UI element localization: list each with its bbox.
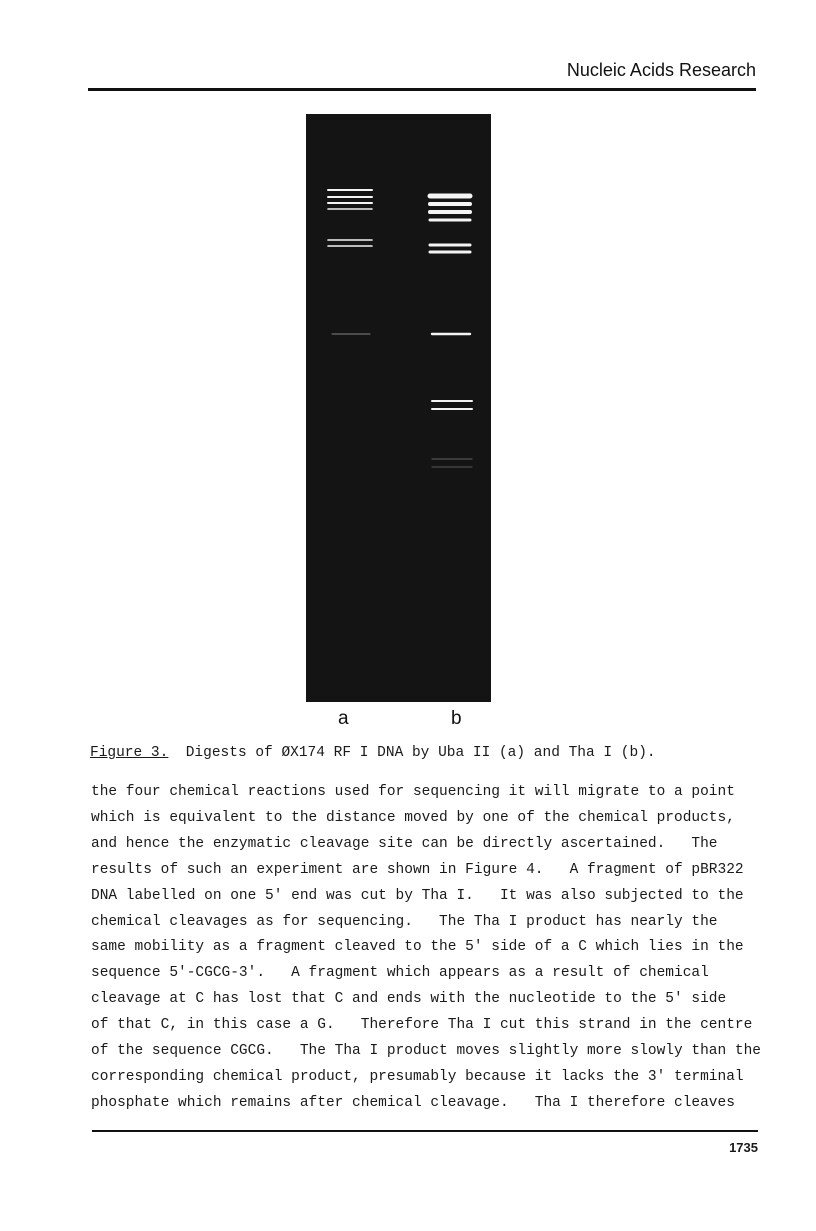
body-line: chemical cleavages as for sequencing. The Tha I product has nearly the [91, 913, 718, 930]
body-line: results of such an experiment are shown in Figure 4. A fragment of pBR322 [91, 861, 744, 878]
body-line: cleavage at C has lost that C and ends with the nucleotide to the 5' side [91, 991, 727, 1008]
gel-image [306, 114, 491, 702]
page-number: 1735 [729, 1140, 758, 1155]
header-rule [88, 88, 756, 91]
body-line: sequence 5'-CGCG-3'. A fragment which appears as a result of chemical [91, 965, 709, 982]
gel-bands [306, 114, 491, 702]
body-line: phosphate which remains after chemical cleavage. Tha I therefore cleaves [91, 1094, 735, 1111]
body-line: the four chemical reactions used for sequencing it will migrate to a point [91, 784, 735, 800]
body-text [91, 780, 761, 1117]
body-line: of that C, in this case a G. Therefore Tha I cut this strand in the centre [91, 1017, 753, 1034]
footer-rule [92, 1130, 758, 1132]
body-line: of the sequence CGCG. The Tha I product moves slightly more slowly than the [91, 1043, 762, 1060]
figure-caption [90, 745, 656, 761]
lane-label-a: a [338, 708, 349, 729]
body-line: and hence the enzymatic cleavage site can be directly ascertained. The [91, 835, 718, 852]
body-line: DNA labelled on one 5' end was cut by Tha I. It was also subjected to the [91, 887, 744, 904]
lane-label-b: b [451, 708, 462, 729]
journal-title: Nucleic Acids Research [566, 60, 756, 80]
body-line: corresponding chemical product, presumably because it lacks the 3' terminal [91, 1068, 744, 1085]
figure-label: Figure 3. [90, 745, 169, 761]
caption-text: Digests of ØX174 RF I DNA by Uba II (a) and Tha I (b). [168, 745, 656, 761]
body-line: which is equivalent to the distance moved by one of the chemical products, [91, 809, 735, 826]
body-line: same mobility as a fragment cleaved to the 5' side of a C which lies in the [91, 939, 744, 956]
